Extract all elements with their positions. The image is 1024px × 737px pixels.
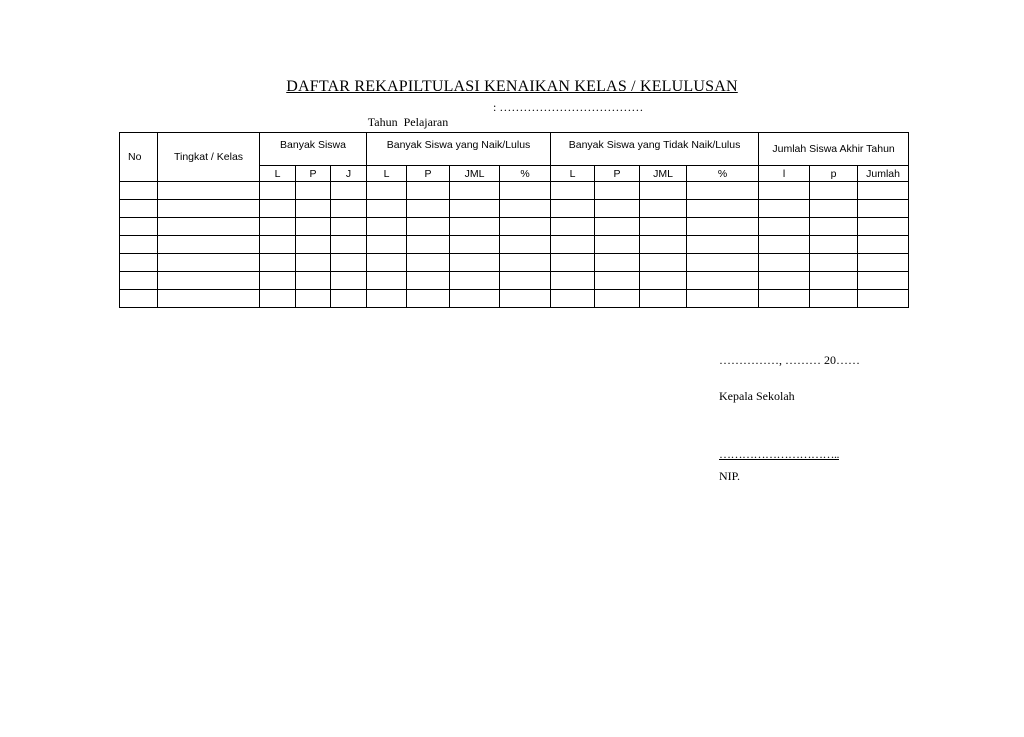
table-cell	[759, 182, 810, 200]
table-cell	[759, 254, 810, 272]
table-row	[120, 272, 909, 290]
table-cell	[595, 236, 640, 254]
table-cell	[296, 290, 331, 308]
header-row-groups	[120, 133, 909, 166]
table-cell	[158, 290, 260, 308]
table-row	[120, 236, 909, 254]
table-cell	[367, 218, 407, 236]
table-cell	[500, 236, 551, 254]
table-cell	[759, 218, 810, 236]
table-cell	[296, 200, 331, 218]
table-cell	[810, 200, 858, 218]
table-cell	[260, 290, 296, 308]
academic-year-label: Tahun Pelajaran	[367, 115, 449, 129]
document-title: DAFTAR REKAPILTULASI KENAIKAN KELAS / KELULUSAN	[286, 78, 738, 95]
table-cell	[500, 254, 551, 272]
table-cell	[810, 236, 858, 254]
table-cell	[120, 272, 158, 290]
table-cell	[120, 254, 158, 272]
table-cell	[500, 290, 551, 308]
table-cell	[500, 200, 551, 218]
table-cell	[120, 182, 158, 200]
table-cell	[260, 254, 296, 272]
table-cell	[858, 182, 909, 200]
table-cell	[551, 290, 595, 308]
table-cell	[158, 236, 260, 254]
table-cell	[331, 236, 367, 254]
table-cell	[810, 254, 858, 272]
table-cell	[296, 254, 331, 272]
table-cell	[858, 254, 909, 272]
table-cell	[858, 218, 909, 236]
table-cell	[450, 200, 500, 218]
table-cell	[500, 272, 551, 290]
table-cell	[595, 272, 640, 290]
table-cell	[407, 272, 450, 290]
table-cell	[551, 236, 595, 254]
table-cell	[595, 218, 640, 236]
table-cell	[640, 272, 687, 290]
table-cell	[450, 290, 500, 308]
table-row	[120, 254, 909, 272]
table-cell	[687, 236, 759, 254]
table-cell	[450, 254, 500, 272]
table-cell	[595, 290, 640, 308]
table-row	[120, 200, 909, 218]
header-jumlah-akhir-label: Jumlah Siswa Akhir Tahun	[772, 143, 895, 155]
subheader-cell: J	[331, 166, 367, 182]
subheader-cell: p	[810, 166, 858, 182]
header-naik-lulus: Banyak Siswa yang Naik/Lulus	[367, 133, 551, 166]
table-cell	[687, 272, 759, 290]
table-cell	[858, 200, 909, 218]
table-cell	[407, 218, 450, 236]
table-cell	[551, 272, 595, 290]
table-cell	[810, 290, 858, 308]
subheader-cell: P	[296, 166, 331, 182]
table-cell	[331, 254, 367, 272]
table-cell	[551, 182, 595, 200]
table-cell	[331, 290, 367, 308]
table-cell	[858, 236, 909, 254]
table-cell	[260, 236, 296, 254]
table-cell	[260, 218, 296, 236]
table-cell	[595, 200, 640, 218]
subheader-cell: Jumlah	[858, 166, 909, 182]
table-cell	[687, 182, 759, 200]
table-cell	[407, 290, 450, 308]
table-row	[120, 218, 909, 236]
table-body	[120, 182, 909, 308]
table-cell	[296, 182, 331, 200]
table-cell	[296, 272, 331, 290]
table-cell	[450, 218, 500, 236]
table-cell	[367, 200, 407, 218]
table-cell	[687, 218, 759, 236]
header-no: No	[120, 133, 158, 182]
table-cell	[158, 200, 260, 218]
table-cell	[640, 182, 687, 200]
table-cell	[158, 272, 260, 290]
table-cell	[260, 182, 296, 200]
table-cell	[858, 272, 909, 290]
table-row	[120, 290, 909, 308]
table-cell	[640, 218, 687, 236]
table-cell	[158, 182, 260, 200]
academic-year-value: : ………………………………	[493, 100, 644, 114]
table-cell	[331, 200, 367, 218]
signature-role: Kepala Sekolah	[719, 389, 795, 403]
header-jumlah-akhir	[759, 133, 909, 166]
subheader-cell: JML	[450, 166, 500, 182]
subheader-cell: L	[551, 166, 595, 182]
table-cell	[551, 254, 595, 272]
table-cell	[687, 254, 759, 272]
table-cell	[367, 254, 407, 272]
table-cell	[296, 218, 331, 236]
subheader-cell: l	[759, 166, 810, 182]
table-cell	[759, 290, 810, 308]
table-cell	[500, 182, 551, 200]
table-cell	[260, 272, 296, 290]
subheader-cell: L	[367, 166, 407, 182]
table-cell	[640, 254, 687, 272]
header-tingkat-kelas: Tingkat / Kelas	[158, 133, 260, 182]
table-cell	[367, 182, 407, 200]
table-cell	[810, 218, 858, 236]
subheader-cell: %	[687, 166, 759, 182]
table-cell	[450, 272, 500, 290]
header-tidak-naik-lulus: Banyak Siswa yang Tidak Naik/Lulus	[551, 133, 759, 166]
table-cell	[759, 236, 810, 254]
table-cell	[551, 218, 595, 236]
table-cell	[331, 182, 367, 200]
subheader-cell: P	[595, 166, 640, 182]
subheader-cell: L	[260, 166, 296, 182]
table-cell	[759, 272, 810, 290]
table-cell	[331, 272, 367, 290]
table-cell	[595, 254, 640, 272]
table-cell	[120, 218, 158, 236]
table-cell	[158, 218, 260, 236]
table-cell	[640, 236, 687, 254]
table-cell	[260, 200, 296, 218]
table-cell	[158, 254, 260, 272]
table-cell	[450, 182, 500, 200]
table-cell	[687, 200, 759, 218]
table-cell	[296, 236, 331, 254]
header-banyak-siswa: Banyak Siswa	[260, 133, 367, 166]
table-cell	[858, 290, 909, 308]
subheader-cell: %	[500, 166, 551, 182]
table-cell	[810, 182, 858, 200]
table-cell	[367, 272, 407, 290]
signature-nip: NIP.	[719, 469, 741, 483]
table-cell	[407, 254, 450, 272]
table-cell	[687, 290, 759, 308]
table-cell	[120, 200, 158, 218]
table-cell	[120, 236, 158, 254]
table-cell	[120, 290, 158, 308]
table-cell	[331, 218, 367, 236]
table-cell	[367, 236, 407, 254]
table-cell	[407, 236, 450, 254]
table-cell	[595, 182, 640, 200]
table-cell	[640, 290, 687, 308]
table-cell	[450, 236, 500, 254]
recap-table	[119, 132, 909, 308]
subheader-cell: P	[407, 166, 450, 182]
signature-name-line: …………………………..	[719, 447, 839, 461]
table-cell	[551, 200, 595, 218]
table-cell	[759, 200, 810, 218]
table-cell	[407, 182, 450, 200]
signature-place-date: ……………, ……… 20……	[719, 353, 860, 367]
subheader-cell: JML	[640, 166, 687, 182]
table-cell	[367, 290, 407, 308]
table-cell	[407, 200, 450, 218]
table-row	[120, 182, 909, 200]
table-cell	[640, 200, 687, 218]
table-cell	[500, 218, 551, 236]
table-cell	[810, 272, 858, 290]
